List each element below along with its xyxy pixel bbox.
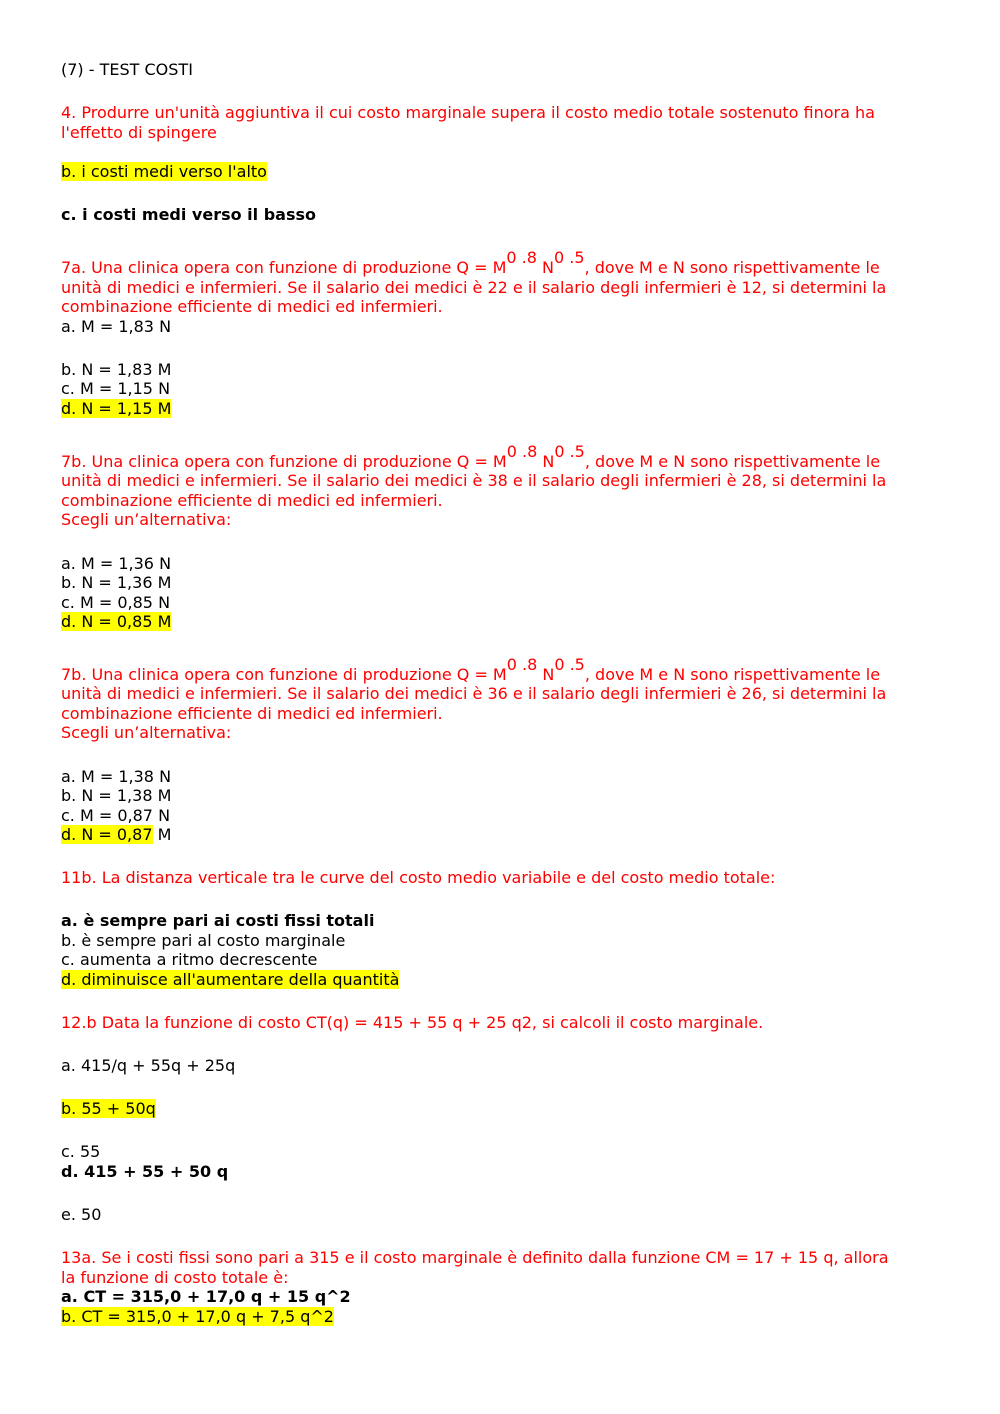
question-13a-line-2: la funzione di costo totale è: bbox=[61, 1268, 289, 1287]
q12b-option-c: c. 55 bbox=[61, 1142, 101, 1161]
highlighted-answer: d. N = 0,87 bbox=[61, 825, 153, 844]
highlighted-answer: d. diminuisce all'aumentare della quantità bbox=[61, 970, 400, 989]
highlighted-answer: b. CT = 315,0 + 17,0 q + 7,5 q^2 bbox=[61, 1307, 334, 1326]
q7b-option-b: b. N = 1,36 M bbox=[61, 573, 172, 592]
q12b-option-e: e. 50 bbox=[61, 1205, 102, 1224]
question-7b2-line-1: 7b. Una clinica opera con funzione di produzione $Q = M^{0 .8}$ $N^{0 .5}$, dove M e N sono rispettivamente le bbox=[61, 655, 881, 684]
question-4-line-1: 4. Produrre un'unità aggiuntiva il cui costo marginale supera il costo medio totale sostenuto finora ha bbox=[61, 103, 875, 122]
q7a-option-a: a. M = 1,83 N bbox=[61, 317, 172, 336]
exponent: 0 .8 bbox=[506, 442, 538, 461]
question-4-line-2: l'effetto di spingere bbox=[61, 123, 217, 142]
q7b2-option-b: b. N = 1,38 M bbox=[61, 786, 172, 805]
exponent: 0 .5 bbox=[553, 248, 585, 267]
q11b-option-c: c. aumenta a ritmo decrescente bbox=[61, 950, 318, 969]
q11b-option-d bbox=[61, 970, 399, 990]
highlighted-answer: b. i costi medi verso l'alto bbox=[61, 162, 267, 181]
highlighted-answer: b. 55 + 50q bbox=[61, 1099, 156, 1118]
exponent: 0 .8 bbox=[506, 248, 537, 267]
exponent: 0 .8 bbox=[506, 655, 538, 674]
question-12b: 12.b Data la funzione di costo CT(q) = 415 + 55 q + 25 q2, si calcoli il costo marginale. bbox=[61, 1013, 764, 1032]
q4-option-b bbox=[61, 162, 267, 182]
q11b-option-a: a. è sempre pari ai costi fissi totali bbox=[61, 911, 375, 930]
q7b-option-d bbox=[61, 612, 171, 632]
question-7b2-line-2: unità di medici e infermieri. Se il salario dei medici è 36 e il salario degli infermieri è 26, si determini la bbox=[61, 684, 887, 703]
q7a-option-b: b. N = 1,83 M bbox=[61, 360, 172, 379]
q7b-option-c: c. M = 0,85 N bbox=[61, 593, 171, 612]
question-7a-line-2: unità di medici e infermieri. Se il salario dei medici è 22 e il salario degli infermieri è 12, si determini la bbox=[61, 278, 887, 297]
document-title: (7) - TEST COSTI bbox=[61, 60, 193, 79]
question-7b-line-1: 7b. Una clinica opera con funzione di produzione $Q = M^{0 .8}$ $N^{0 .5}$, dove M e N sono rispettivamente le bbox=[61, 442, 881, 471]
q7a-option-d bbox=[61, 399, 171, 419]
exponent: 0 .5 bbox=[554, 442, 585, 461]
question-11b: 11b. La distanza verticale tra le curve del costo medio variabile e del costo medio totale: bbox=[61, 868, 776, 887]
q12b-option-d: d. 415 + 55 + 50 q bbox=[61, 1162, 229, 1181]
q7a-option-c: c. M = 1,15 N bbox=[61, 379, 171, 398]
highlighted-answer: d. N = 0,85 M bbox=[61, 612, 172, 631]
question-13a-line-1: 13a. Se i costi fissi sono pari a 315 e il costo marginale è definito dalla funzione CM = 17 + 15 q, allora bbox=[61, 1248, 889, 1267]
question-7b2-line-3: combinazione efficiente di medici ed infermieri. bbox=[61, 704, 443, 723]
q7b2-option-d: d. N = 0,87 M bbox=[61, 825, 172, 844]
highlighted-answer: d. N = 1,15 M bbox=[61, 399, 172, 418]
question-7a-line-1: 7a. Una clinica opera con funzione di produzione $Q = M^{0 .8}$ $N^{0 .5}$, dove M e N sono rispettivamente le bbox=[61, 248, 880, 277]
question-7b-line-4: Scegli un’alternativa: bbox=[61, 510, 232, 529]
q12b-option-a: a. 415/q + 55q + 25q bbox=[61, 1056, 236, 1075]
exponent: 0 .5 bbox=[554, 655, 585, 674]
q12b-option-b bbox=[61, 1099, 156, 1119]
q7b-option-a: a. M = 1,36 N bbox=[61, 554, 172, 573]
q13a-option-b bbox=[61, 1307, 334, 1327]
q13a-option-a: a. CT = 315,0 + 17,0 q + 15 q^2 bbox=[61, 1287, 351, 1306]
question-7b-line-2: unità di medici e infermieri. Se il salario dei medici è 38 e il salario degli infermieri è 28, si determini la bbox=[61, 471, 887, 490]
q4-option-c: c. i costi medi verso il basso bbox=[61, 205, 317, 224]
question-7a-line-3: combinazione efficiente di medici ed infermieri. bbox=[61, 297, 443, 316]
q11b-option-b: b. è sempre pari al costo marginale bbox=[61, 931, 346, 950]
q7b2-option-a: a. M = 1,38 N bbox=[61, 767, 172, 786]
q7b2-option-c: c. M = 0,87 N bbox=[61, 806, 171, 825]
question-7b-line-3: combinazione efficiente di medici ed infermieri. bbox=[61, 491, 443, 510]
question-7b2-line-4: Scegli un’alternativa: bbox=[61, 723, 232, 742]
